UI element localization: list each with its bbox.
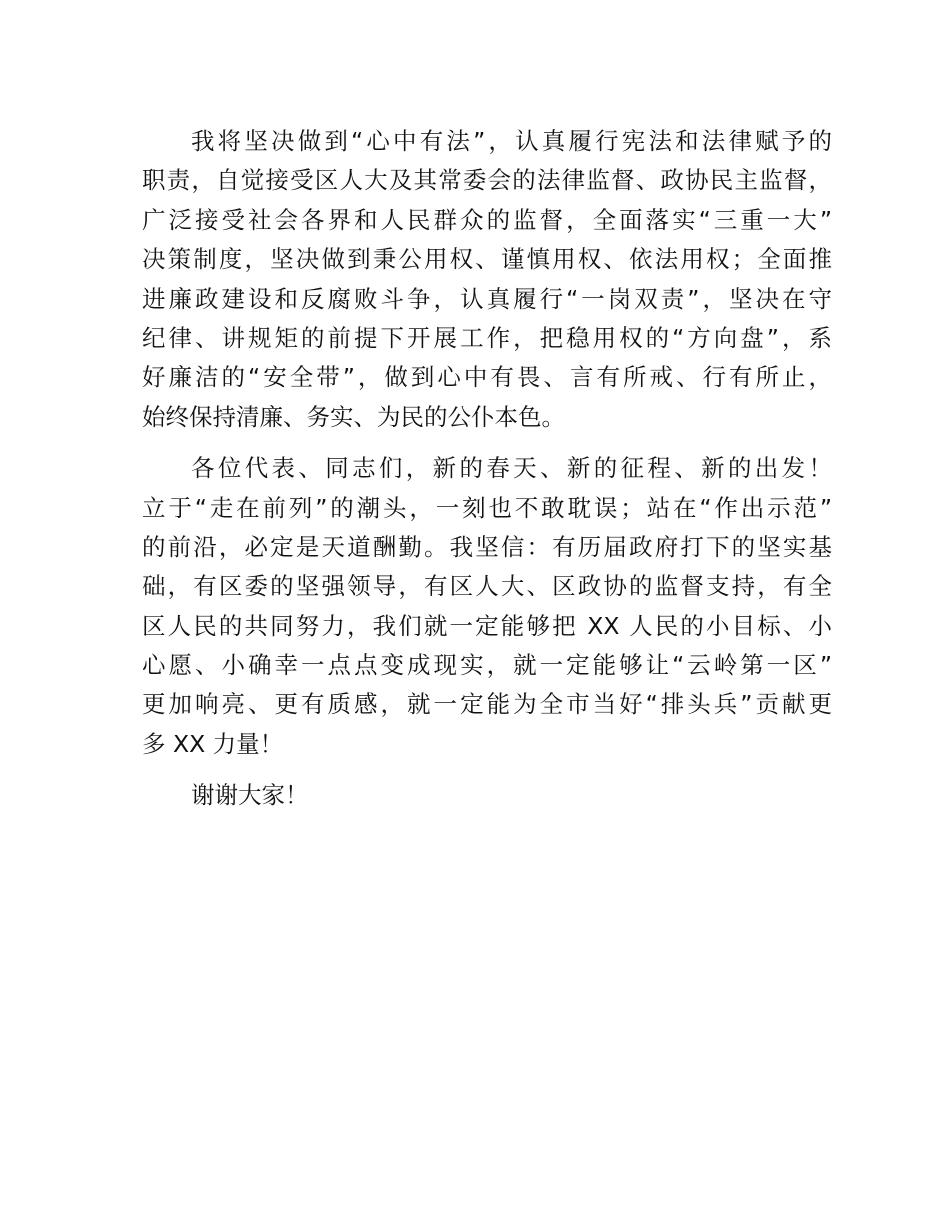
text-line: 础，有区委的坚强领导，有区人大、区政协的监督支持，有全 — [142, 572, 832, 601]
paragraph-thanks — [142, 776, 832, 815]
text-line: 我将坚决做到“心中有法”，认真履行宪法和法律赋予的 — [191, 127, 832, 155]
paragraph-integrity — [142, 122, 832, 437]
text-line: 各位代表、同志们，新的春天、新的征程、新的出发！ — [191, 454, 832, 483]
text-line: 决策制度，坚决做到秉公用权、谨慎用权、依法用权；全面推 — [142, 245, 832, 274]
text-line: 广泛接受社会各界和人民群众的监督，全面落实“三重一大” — [142, 205, 832, 234]
text-line: 始终保持清廉、务实、为民的公仆本色。 — [142, 402, 565, 431]
text-line: 立于“走在前列”的潮头，一刻也不敢耽误；站在“作出示范” — [142, 493, 832, 522]
document-body — [142, 122, 832, 816]
text-line: 好廉洁的“安全带”，做到心中有畏、言有所戒、行有所止， — [142, 363, 832, 392]
text-line: 谢谢大家！ — [191, 781, 309, 810]
text-line: 区人民的共同努力，我们就一定能够把 XX 人民的小目标、小 — [142, 611, 832, 640]
text-line: 纪律、讲规矩的前提下开展工作，把稳用权的“方向盘”，系 — [142, 323, 832, 352]
text-line: 进廉政建设和反腐败斗争，认真履行“一岗双责”，坚决在守 — [142, 284, 832, 313]
text-line: 职责，自觉接受区人大及其常委会的法律监督、政协民主监督， — [142, 166, 832, 195]
paragraph-closing-remarks — [142, 449, 832, 764]
text-line: 多 XX 力量！ — [142, 729, 284, 758]
text-line: 心愿、小确幸一点点变成现实，就一定能够让“云岭第一区” — [142, 651, 832, 680]
text-line: 的前沿，必定是天道酬勤。我坚信：有历届政府打下的坚实基 — [142, 532, 832, 561]
text-line: 更加响亮、更有质感，就一定能为全市当好“排头兵”贡献更 — [142, 690, 832, 719]
